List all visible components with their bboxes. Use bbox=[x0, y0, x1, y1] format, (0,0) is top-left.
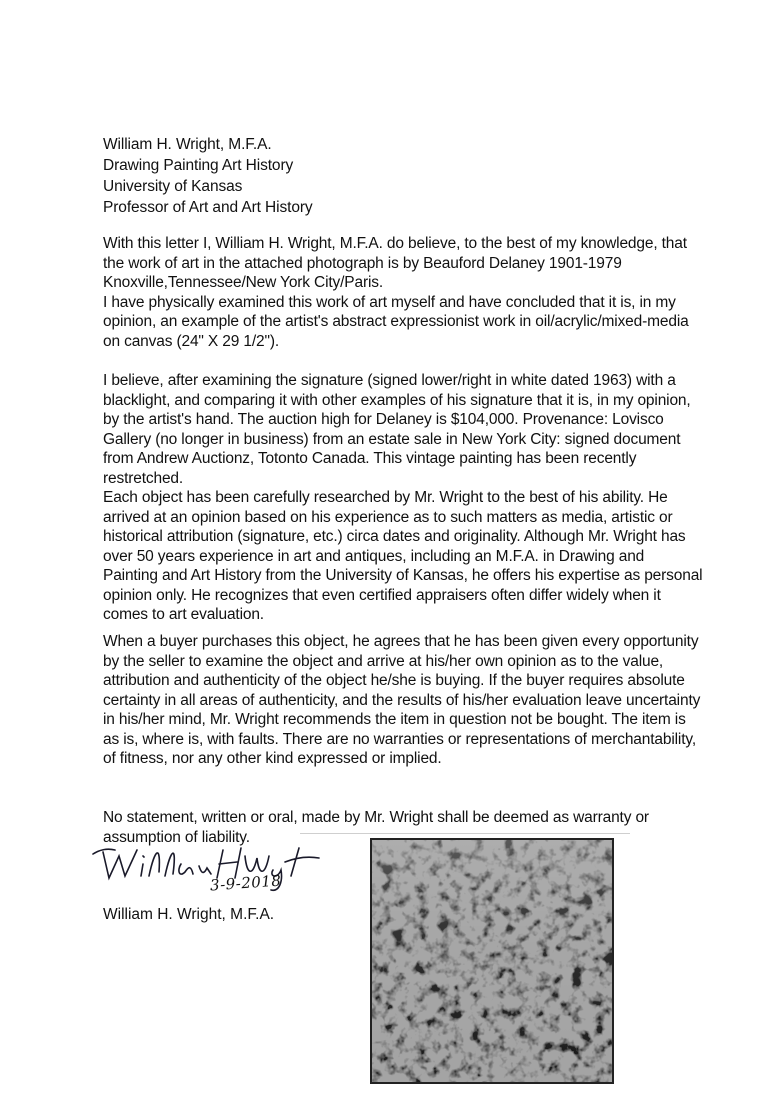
artwork-photograph bbox=[370, 838, 614, 1084]
letterhead bbox=[103, 134, 663, 218]
abstract-painting-image bbox=[372, 840, 612, 1082]
letterhead-title: Professor of Art and Art History bbox=[103, 199, 313, 216]
opinion-section bbox=[103, 234, 703, 351]
printed-name: William H. Wright, M.F.A. bbox=[103, 906, 275, 923]
liability-paragraph: No statement, written or oral, made by Mr. Wright shall be deemed as warranty or assumption of liability. bbox=[103, 809, 649, 846]
handwritten-signature bbox=[85, 836, 325, 896]
research-paragraph: Each object has been carefully researched by Mr. Wright to the best of his ability. He arrived at an opinion based on his experience as to such matters as media, artistic or historical attribution (signature, etc.) circa dates and originality. Although Mr. Wright has over 50 years experience in art and antiques, including an M.F.A. in Drawing and Painting and Art History from the University of Kansas, he offers his expertise as personal opinion only. He recognizes that even certified appraisers often differ widely when it comes to art evaluation. bbox=[103, 489, 703, 623]
examination-paragraph: I have physically examined this work of art myself and have concluded that it is, in my opinion, an example of the artist's abstract expressionist work in oil/acrylic/mixed-media on canvas (24" X 29 1/2"). bbox=[103, 293, 689, 350]
letterhead-department: Drawing Painting Art History bbox=[103, 157, 294, 174]
letterhead-university: University of Kansas bbox=[103, 178, 243, 195]
signature-provenance-section bbox=[103, 371, 703, 625]
buyer-paragraph: When a buyer purchases this object, he agrees that he has been given every opportunity by the seller to examine the object and arrive at his/her own opinion as to the value, attribution and authenticity of the object he/she is buying. If the buyer requires absolute certainty in all areas of authenticity, and the results of his/her evaluation leave uncertainty in his/her mind, Mr. Wright recommends the item in question not be bought. The item is as is, where is, with faults. There are no warranties or representations of merchantability, of fitness, nor any other kind expressed or implied. bbox=[103, 633, 701, 767]
attribution-paragraph: With this letter I, William H. Wright, M.F.A. do believe, to the best of my knowledge, that the work of art in the attached photograph is by Beauford Delaney 1901-1979 Knoxville,Tennessee/New York City/Paris. bbox=[103, 235, 687, 291]
signature-date: 3-9-2018 bbox=[209, 871, 282, 895]
buyer-section bbox=[103, 632, 703, 769]
signature-scrawl bbox=[85, 836, 325, 896]
divider bbox=[300, 833, 630, 834]
signature-paragraph: I believe, after examining the signature (signed lower/right in white dated 1963) with a blacklight, and comparing it with other examples of his signature that it is, in my opinion, by the artist's hand. The auction high for Delaney is $104,000. Provenance: Lovisco Gallery (no longer in business) from an estate sale in New York City: signed document from Andrew Auctionz, Totonto Canada. This vintage painting has been recently restretched. bbox=[103, 372, 691, 487]
letterhead-name: William H. Wright, M.F.A. bbox=[103, 136, 272, 153]
